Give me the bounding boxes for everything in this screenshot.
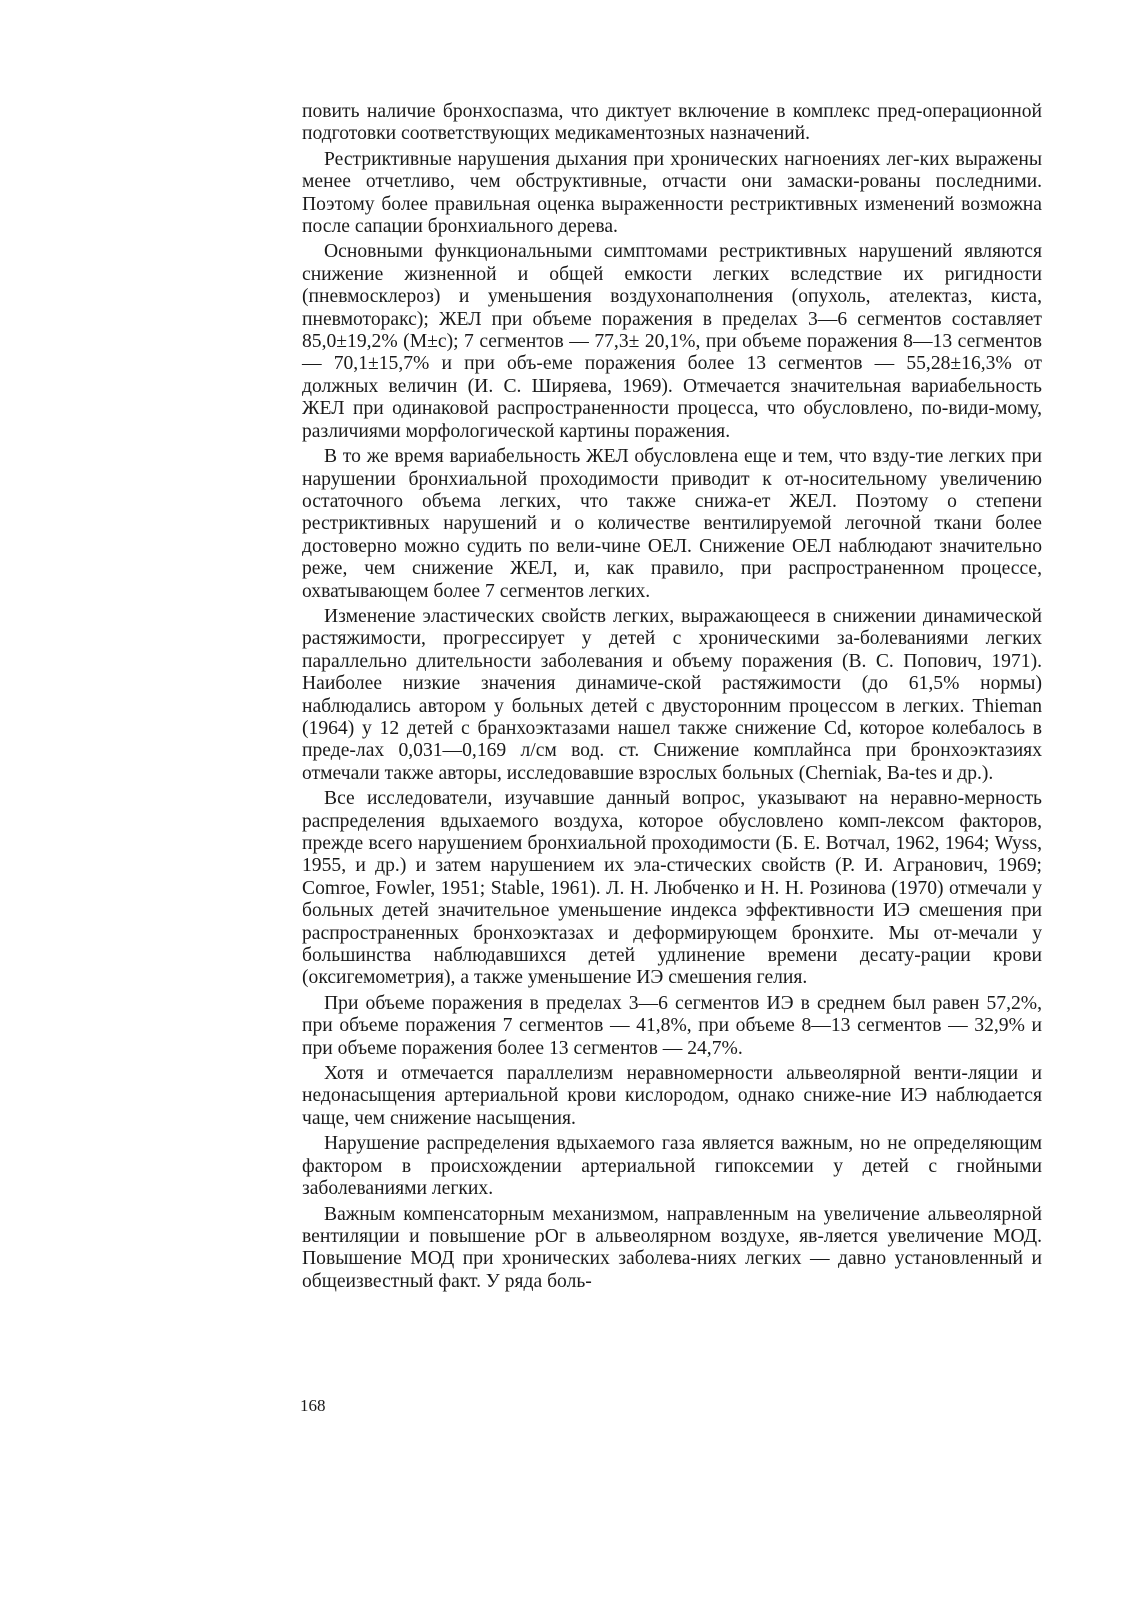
page-number: 168 <box>300 1396 326 1415</box>
paragraph: Изменение эластических свойств легких, выражающееся в снижении динамической растяжимости, прогрессирует у детей с хроническими за-болеваниями легких параллельно длительности заболевания и объему поражения (В. С. Попович, 1971). Наиболее низкие значения динамиче-ской растяжимости (до 61,5% нормы) наблюдались автором у больных детей с двусторонним процессом в легких. Thieman (1964) у 12 детей с бранхоэктазами нашел также снижение Cd, которое колебалось в преде-лах 0,031—0,169 л/см вод. ст. Снижение комплайнса при бронхоэктазиях отмечали также авторы, исследовавшие взрослых больных (Cherniak, Ba-tes и др.). <box>302 605 1042 784</box>
body-text <box>302 101 1042 1296</box>
paragraph: Важным компенсаторным механизмом, направленным на увеличение альвеолярной вентиляции и повышение рОг в альвеолярном воздухе, яв-ляется увеличение МОД. Повышение МОД при хронических заболева-ниях легких — давно установленный и общеизвестный факт. У ряда боль- <box>302 1203 1042 1292</box>
paragraph: повить наличие бронхоспазма, что диктует включение в комплекс пред-операционной подготовки соответствующих медикаментозных назначений. <box>302 101 1042 145</box>
paragraph: В то же время вариабельность ЖЕЛ обусловлена еще и тем, что взду-тие легких при нарушении бронхиальной проходимости приводит к от-носительному увеличению остаточного объема легких, что также снижа-ет ЖЕЛ. Поэтому о степени рестриктивных нарушений и о количестве вентилируемой легочной ткани более достоверно можно судить по вели-чине ОЕЛ. Снижение ОЕЛ наблюдают значительно реже, чем снижение ЖЕЛ, и, как правило, при распространенном процессе, охватывающем более 7 сегментов легких. <box>302 446 1042 602</box>
paragraph: Все исследователи, изучавшие данный вопрос, указывают на неравно-мерность распределения вдыхаемого воздуха, которое обусловлено комп-лексом факторов, прежде всего нарушением бронхиальной проходимости (Б. Е. Вотчал, 1962, 1964; Wyss, 1955, и др.) и затем нарушением их эла-стических свойств (Р. И. Агранович, 1969; Comroe, Fowler, 1951; Stable, 1961). Л. Н. Любченко и Н. Н. Розинова (1970) отмечали у больных детей значительное уменьшение индекса эффективности ИЭ смешения при распространенных бронхоэктазах и деформирующем бронхите. Мы от-мечали у большинства наблюдавшихся детей удлинение времени десату-рации крови (оксигемометрия), а также уменьшение ИЭ смешения гелия. <box>302 788 1042 989</box>
paragraph: Нарушение распределения вдыхаемого газа является важным, но не определяющим фактором в происхождении артериальной гипоксемии у детей с гнойными заболеваниями легких. <box>302 1133 1042 1200</box>
paragraph: Хотя и отмечается параллелизм неравномерности альвеолярной венти-ляции и недонасыщения артериальной крови кислородом, однако сниже-ние ИЭ наблюдается чаще, чем снижение насыщения. <box>302 1063 1042 1129</box>
paragraph: Рестриктивные нарушения дыхания при хронических нагноениях лег-ких выражены менее отчетливо, чем обструктивные, отчасти они замаски-рованы последними. Поэтому более правильная оценка выраженности рестриктивных изменений возможна после сапации бронхиального дерева. <box>302 148 1042 238</box>
paragraph: При объеме поражения в пределах 3—6 сегментов ИЭ в среднем был равен 57,2%, при объеме поражения 7 сегментов — 41,8%, при объеме 8—13 сегментов — 32,9% и при объеме поражения более 13 сегментов — 24,7%. <box>302 992 1042 1059</box>
paragraph: Основными функциональными симптомами рестриктивных нарушений являются снижение жизненной и общей емкости легких вследствие их ригидности (пневмосклероз) и уменьшения воздухонаполнения (опухоль, ателектаз, киста, пневмоторакс); ЖЕЛ при объеме поражения в пределах 3—6 сегментов составляет 85,0±19,2% (М±с); 7 сегментов — 77,3± 20,1%, при объеме поражения 8—13 сегментов — 70,1±15,7% и при объ-еме поражения более 13 сегментов — 55,28±16,3% от должных величин (И. С. Ширяева, 1969). Отмечается значительная вариабельность ЖЕЛ при одинаковой распространенности процесса, что обусловлено, по-види-мому, различиями морфологической картины поражения. <box>302 241 1042 442</box>
